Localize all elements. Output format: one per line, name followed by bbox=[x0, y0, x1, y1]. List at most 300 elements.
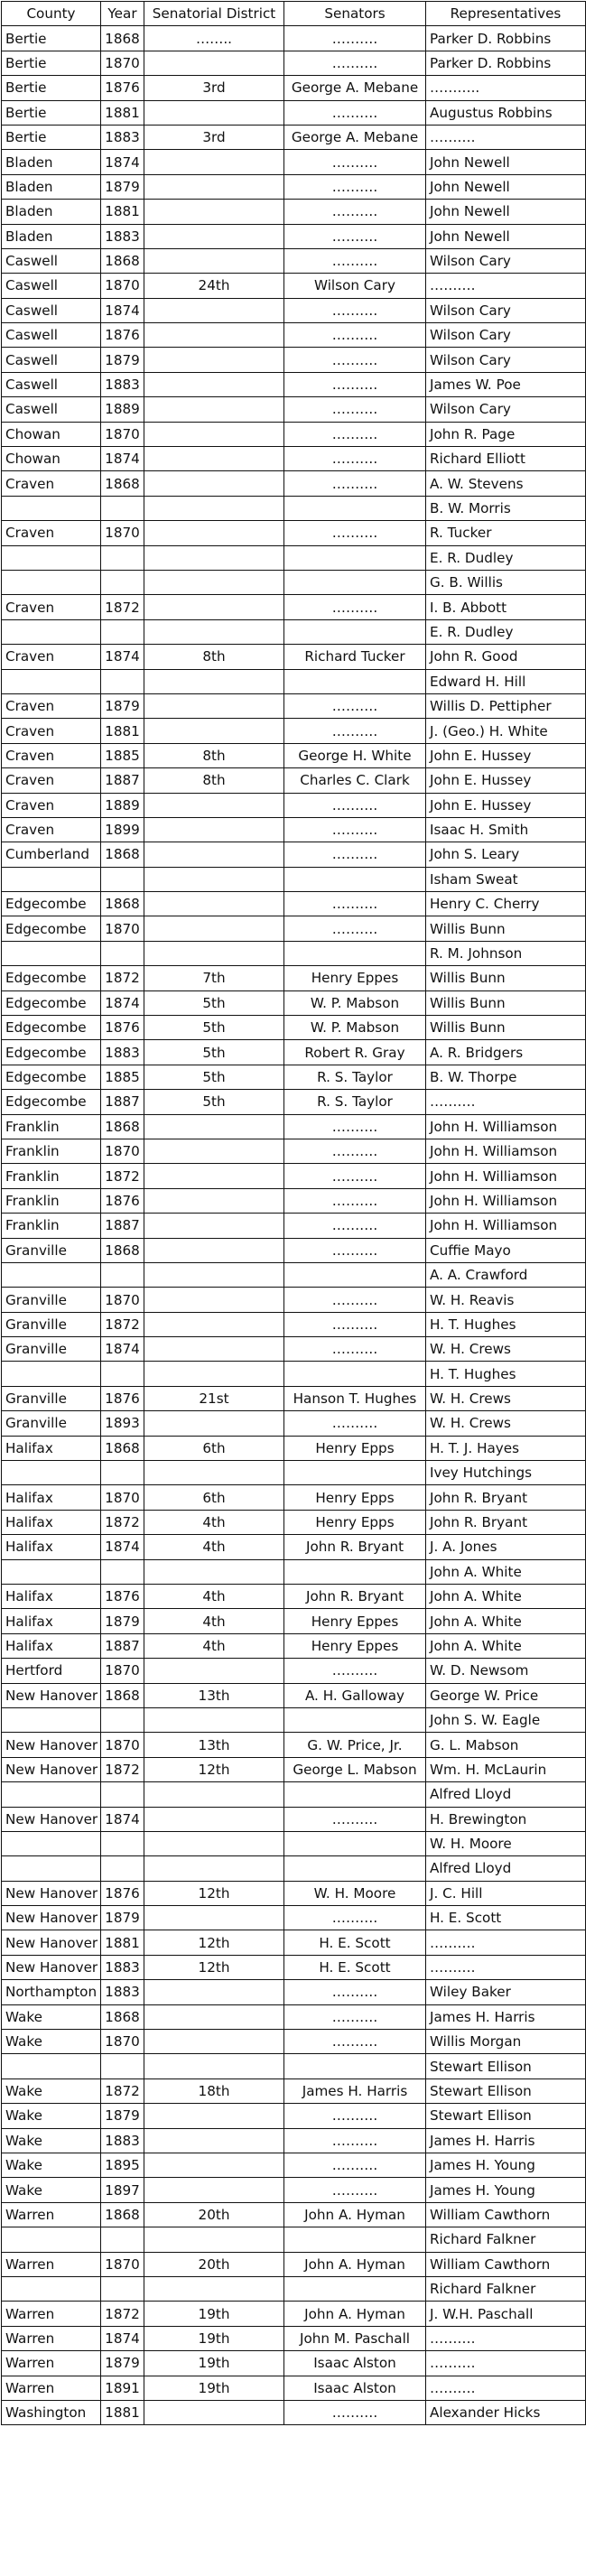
year-cell: 1870 bbox=[101, 1659, 144, 1683]
district-cell bbox=[144, 867, 284, 891]
senator-cell: Isaac Alston bbox=[284, 2351, 426, 2376]
representative-cell: E. R. Dudley bbox=[426, 545, 586, 570]
table-row bbox=[2, 348, 586, 372]
representative-cell: John R. Bryant bbox=[426, 1510, 586, 1534]
year-cell: 1885 bbox=[101, 1065, 144, 1089]
county-cell: Edgecombe bbox=[2, 966, 101, 990]
senator-cell: ………. bbox=[284, 26, 426, 51]
senator-cell: ………. bbox=[284, 51, 426, 75]
table-row bbox=[2, 274, 586, 298]
table-row bbox=[2, 224, 586, 248]
senator-cell: ………. bbox=[284, 1164, 426, 1188]
district-cell bbox=[144, 1782, 284, 1807]
county-cell: Granville bbox=[2, 1312, 101, 1336]
county-cell: Halifax bbox=[2, 1485, 101, 1510]
table-row bbox=[2, 1955, 586, 1979]
representative-cell: Wilson Cary bbox=[426, 323, 586, 348]
representative-cell: Wm. H. McLaurin bbox=[426, 1757, 586, 1781]
year-cell: 1887 bbox=[101, 1090, 144, 1114]
year-cell: 1881 bbox=[101, 100, 144, 125]
representative-cell: John Newell bbox=[426, 150, 586, 174]
district-cell bbox=[144, 619, 284, 644]
table-row bbox=[2, 200, 586, 224]
table-row bbox=[2, 372, 586, 396]
county-cell: Warren bbox=[2, 2376, 101, 2400]
table-row bbox=[2, 768, 586, 793]
representative-cell: J. W.H. Paschall bbox=[426, 2302, 586, 2326]
year-cell bbox=[101, 1831, 144, 1855]
senator-cell: Henry Eppes bbox=[284, 1633, 426, 1658]
county-cell: Bertie bbox=[2, 26, 101, 51]
representative-cell: H. T. Hughes bbox=[426, 1312, 586, 1336]
district-cell: 19th bbox=[144, 2302, 284, 2326]
table-row bbox=[2, 1214, 586, 1238]
senator-cell: ………. bbox=[284, 150, 426, 174]
representative-cell: Henry C. Cherry bbox=[426, 892, 586, 916]
representative-cell: G. B. Willis bbox=[426, 570, 586, 594]
table-row bbox=[2, 1188, 586, 1213]
county-cell: Wake bbox=[2, 2104, 101, 2128]
table-row bbox=[2, 1585, 586, 1609]
district-cell: 12th bbox=[144, 1930, 284, 1955]
table-row bbox=[2, 1262, 586, 1287]
table-row bbox=[2, 2351, 586, 2376]
table-row bbox=[2, 1757, 586, 1781]
county-cell: Northampton bbox=[2, 1980, 101, 2004]
county-cell: Caswell bbox=[2, 248, 101, 273]
county-cell: Wake bbox=[2, 2030, 101, 2054]
senator-cell bbox=[284, 1559, 426, 1584]
senator-cell bbox=[284, 570, 426, 594]
county-cell: Bertie bbox=[2, 100, 101, 125]
table-row bbox=[2, 1559, 586, 1584]
county-cell: Craven bbox=[2, 768, 101, 793]
year-cell: 1883 bbox=[101, 125, 144, 149]
year-cell: 1874 bbox=[101, 447, 144, 471]
table-row bbox=[2, 1461, 586, 1485]
representative-cell: Stewart Ellison bbox=[426, 2078, 586, 2103]
district-cell: 4th bbox=[144, 1633, 284, 1658]
senator-cell bbox=[284, 1461, 426, 1485]
district-cell bbox=[144, 447, 284, 471]
district-cell bbox=[144, 372, 284, 396]
county-cell: Granville bbox=[2, 1238, 101, 1262]
table-row bbox=[2, 2276, 586, 2301]
county-cell: Wake bbox=[2, 2078, 101, 2103]
district-cell bbox=[144, 521, 284, 545]
table-row bbox=[2, 2078, 586, 2103]
representative-cell: ……….. bbox=[426, 76, 586, 100]
representative-cell: John H. Williamson bbox=[426, 1114, 586, 1139]
senator-cell: A. H. Galloway bbox=[284, 1683, 426, 1707]
representative-cell: Wilson Cary bbox=[426, 298, 586, 322]
table-row bbox=[2, 1707, 586, 1732]
county-cell: Franklin bbox=[2, 1188, 101, 1213]
table-row bbox=[2, 1288, 586, 1312]
county-cell: Craven bbox=[2, 521, 101, 545]
county-cell: Wake bbox=[2, 2128, 101, 2153]
district-cell bbox=[144, 496, 284, 520]
senator-cell: Richard Tucker bbox=[284, 645, 426, 669]
senator-cell: Isaac Alston bbox=[284, 2376, 426, 2400]
representative-cell: John E. Hussey bbox=[426, 768, 586, 793]
year-cell: 1870 bbox=[101, 2030, 144, 2054]
year-cell: 1879 bbox=[101, 693, 144, 718]
year-cell: 1881 bbox=[101, 1930, 144, 1955]
county-cell: Halifax bbox=[2, 1535, 101, 1559]
representative-cell: James H. Harris bbox=[426, 2004, 586, 2029]
representative-cell: Alfred Lloyd bbox=[426, 1856, 586, 1881]
representative-cell: John S. W. Eagle bbox=[426, 1707, 586, 1732]
representative-cell: W. H. Crews bbox=[426, 1411, 586, 1436]
senator-cell: ………. bbox=[284, 1411, 426, 1436]
county-cell: Cumberland bbox=[2, 842, 101, 867]
senator-cell: R. S. Taylor bbox=[284, 1065, 426, 1089]
senator-cell bbox=[284, 496, 426, 520]
representative-cell: ………. bbox=[426, 1930, 586, 1955]
year-cell: 1889 bbox=[101, 397, 144, 422]
county-cell bbox=[2, 1856, 101, 1881]
table-row bbox=[2, 174, 586, 199]
table-row bbox=[2, 941, 586, 965]
district-cell: 13th bbox=[144, 1733, 284, 1757]
year-cell: 1868 bbox=[101, 842, 144, 867]
year-cell: 1893 bbox=[101, 1411, 144, 1436]
representative-cell: ………. bbox=[426, 125, 586, 149]
district-cell bbox=[144, 1659, 284, 1683]
table-row bbox=[2, 1485, 586, 1510]
year-cell: 1889 bbox=[101, 793, 144, 817]
county-cell bbox=[2, 545, 101, 570]
representative-cell: Richard Falkner bbox=[426, 2276, 586, 2301]
representative-cell: ………. bbox=[426, 2376, 586, 2400]
representative-cell: Parker D. Robbins bbox=[426, 26, 586, 51]
table-row bbox=[2, 1856, 586, 1881]
senator-cell: Henry Epps bbox=[284, 1485, 426, 1510]
year-cell: 1879 bbox=[101, 348, 144, 372]
district-cell bbox=[144, 1288, 284, 1312]
county-cell: Craven bbox=[2, 793, 101, 817]
year-cell bbox=[101, 867, 144, 891]
county-cell bbox=[2, 669, 101, 693]
district-cell bbox=[144, 1831, 284, 1855]
representative-cell: John H. Williamson bbox=[426, 1214, 586, 1238]
county-cell bbox=[2, 1559, 101, 1584]
representative-cell: William Cawthorn bbox=[426, 2252, 586, 2276]
district-cell: 5th bbox=[144, 1090, 284, 1114]
county-cell: New Hanover bbox=[2, 1807, 101, 1831]
year-cell bbox=[101, 1782, 144, 1807]
representative-cell: H. Brewington bbox=[426, 1807, 586, 1831]
county-cell: Granville bbox=[2, 1411, 101, 1436]
county-cell bbox=[2, 1362, 101, 1386]
senator-cell: ………. bbox=[284, 348, 426, 372]
year-cell: 1874 bbox=[101, 298, 144, 322]
senator-cell: James H. Harris bbox=[284, 2078, 426, 2103]
table-row bbox=[2, 916, 586, 941]
senator-cell: Henry Epps bbox=[284, 1510, 426, 1534]
district-cell: 12th bbox=[144, 1881, 284, 1905]
county-cell bbox=[2, 1707, 101, 1732]
county-cell bbox=[2, 2054, 101, 2078]
district-cell bbox=[144, 1164, 284, 1188]
county-cell: Bladen bbox=[2, 224, 101, 248]
county-cell: Bladen bbox=[2, 200, 101, 224]
district-cell bbox=[144, 595, 284, 619]
district-cell bbox=[144, 1262, 284, 1287]
district-cell bbox=[144, 1411, 284, 1436]
senator-cell: ………. bbox=[284, 1906, 426, 1930]
table-row bbox=[2, 2376, 586, 2400]
representative-cell: A. A. Crawford bbox=[426, 1262, 586, 1287]
district-cell: 13th bbox=[144, 1683, 284, 1707]
year-cell: 1883 bbox=[101, 1980, 144, 2004]
table-row bbox=[2, 1436, 586, 1460]
representative-cell: Isham Sweat bbox=[426, 867, 586, 891]
table-row bbox=[2, 1831, 586, 1855]
year-cell: 1870 bbox=[101, 916, 144, 941]
representative-cell: Wilson Cary bbox=[426, 348, 586, 372]
district-cell bbox=[144, 2276, 284, 2301]
senator-cell: ………. bbox=[284, 1288, 426, 1312]
table-row bbox=[2, 619, 586, 644]
table-row bbox=[2, 1906, 586, 1930]
year-cell: 1879 bbox=[101, 1906, 144, 1930]
county-cell: Halifax bbox=[2, 1436, 101, 1460]
county-cell: Halifax bbox=[2, 1585, 101, 1609]
representative-cell: John A. White bbox=[426, 1609, 586, 1633]
county-cell: Warren bbox=[2, 2326, 101, 2350]
representative-cell: Ivey Hutchings bbox=[426, 1461, 586, 1485]
district-cell: 5th bbox=[144, 1065, 284, 1089]
district-cell bbox=[144, 1856, 284, 1881]
year-cell: 1870 bbox=[101, 1733, 144, 1757]
senator-cell: ………. bbox=[284, 693, 426, 718]
representative-cell: John H. Williamson bbox=[426, 1188, 586, 1213]
senator-cell: H. E. Scott bbox=[284, 1930, 426, 1955]
representative-cell: George W. Price bbox=[426, 1683, 586, 1707]
senator-cell bbox=[284, 619, 426, 644]
district-cell: 24th bbox=[144, 274, 284, 298]
county-cell: Edgecombe bbox=[2, 1065, 101, 1089]
representative-cell: H. T. J. Hayes bbox=[426, 1436, 586, 1460]
senator-cell bbox=[284, 941, 426, 965]
representative-cell: Isaac H. Smith bbox=[426, 817, 586, 842]
year-cell: 1874 bbox=[101, 1535, 144, 1559]
county-cell: Edgecombe bbox=[2, 916, 101, 941]
representative-cell: E. R. Dudley bbox=[426, 619, 586, 644]
table-row bbox=[2, 1090, 586, 1114]
year-cell: 1879 bbox=[101, 2104, 144, 2128]
district-cell bbox=[144, 892, 284, 916]
senator-cell bbox=[284, 2276, 426, 2301]
representative-cell: J. C. Hill bbox=[426, 1881, 586, 1905]
table-row bbox=[2, 1881, 586, 1905]
district-cell bbox=[144, 1707, 284, 1732]
senator-cell: Henry Eppes bbox=[284, 966, 426, 990]
senator-cell: John R. Bryant bbox=[284, 1535, 426, 1559]
district-cell: 19th bbox=[144, 2326, 284, 2350]
senator-cell bbox=[284, 2227, 426, 2252]
table-row bbox=[2, 2128, 586, 2153]
table-row bbox=[2, 1980, 586, 2004]
year-cell bbox=[101, 1362, 144, 1386]
year-cell bbox=[101, 570, 144, 594]
representative-cell: John H. Williamson bbox=[426, 1139, 586, 1163]
district-cell bbox=[144, 200, 284, 224]
table-row bbox=[2, 2054, 586, 2078]
senator-cell: John A. Hyman bbox=[284, 2252, 426, 2276]
senator-cell: ………. bbox=[284, 2400, 426, 2424]
representative-cell: Willis D. Pettipher bbox=[426, 693, 586, 718]
district-cell bbox=[144, 941, 284, 965]
table-row bbox=[2, 1782, 586, 1807]
table-row bbox=[2, 1065, 586, 1089]
year-cell: 1870 bbox=[101, 1288, 144, 1312]
year-cell: 1872 bbox=[101, 595, 144, 619]
district-cell bbox=[144, 1114, 284, 1139]
table-row bbox=[2, 1362, 586, 1386]
table-row bbox=[2, 693, 586, 718]
district-cell bbox=[144, 323, 284, 348]
table-row bbox=[2, 1411, 586, 1436]
district-cell bbox=[144, 2400, 284, 2424]
representative-cell: Stewart Ellison bbox=[426, 2104, 586, 2128]
table-row bbox=[2, 1386, 586, 1410]
senator-cell: ………. bbox=[284, 916, 426, 941]
year-cell: 1883 bbox=[101, 2128, 144, 2153]
district-cell: 5th bbox=[144, 1040, 284, 1065]
year-cell bbox=[101, 2054, 144, 2078]
district-cell bbox=[144, 817, 284, 842]
district-cell: 7th bbox=[144, 966, 284, 990]
senator-cell: George H. White bbox=[284, 743, 426, 767]
senator-cell: ………. bbox=[284, 2128, 426, 2153]
county-cell: Craven bbox=[2, 719, 101, 743]
county-cell: New Hanover bbox=[2, 1881, 101, 1905]
senator-cell: ………. bbox=[284, 1214, 426, 1238]
senator-cell: John R. Bryant bbox=[284, 1585, 426, 1609]
table-row bbox=[2, 793, 586, 817]
table-row bbox=[2, 595, 586, 619]
table-row bbox=[2, 1238, 586, 1262]
representative-cell: John A. White bbox=[426, 1585, 586, 1609]
year-cell: 1870 bbox=[101, 1139, 144, 1163]
year-cell: 1883 bbox=[101, 224, 144, 248]
table-row bbox=[2, 26, 586, 51]
representative-cell: Wilson Cary bbox=[426, 397, 586, 422]
county-cell: Franklin bbox=[2, 1214, 101, 1238]
county-cell: Wake bbox=[2, 2004, 101, 2029]
representative-cell: James H. Young bbox=[426, 2153, 586, 2177]
senator-cell: Henry Epps bbox=[284, 1436, 426, 1460]
district-cell bbox=[144, 669, 284, 693]
representative-cell: ………. bbox=[426, 2326, 586, 2350]
table-row bbox=[2, 2252, 586, 2276]
district-cell bbox=[144, 422, 284, 446]
county-cell: Wake bbox=[2, 2178, 101, 2202]
county-cell: New Hanover bbox=[2, 1955, 101, 1979]
table-row bbox=[2, 2178, 586, 2202]
county-cell: Granville bbox=[2, 1288, 101, 1312]
table-row bbox=[2, 1535, 586, 1559]
year-cell: 1870 bbox=[101, 1485, 144, 1510]
district-cell bbox=[144, 51, 284, 75]
senator-cell: ………. bbox=[284, 1312, 426, 1336]
senator-cell: ………. bbox=[284, 248, 426, 273]
county-cell: Caswell bbox=[2, 323, 101, 348]
county-cell: Edgecombe bbox=[2, 990, 101, 1015]
senator-cell: ………. bbox=[284, 323, 426, 348]
representative-cell: ………. bbox=[426, 1955, 586, 1979]
year-cell: 1872 bbox=[101, 966, 144, 990]
senator-cell: ………. bbox=[284, 2104, 426, 2128]
year-cell: 1872 bbox=[101, 2302, 144, 2326]
representative-cell: William Cawthorn bbox=[426, 2202, 586, 2227]
representative-cell: W. D. Newsom bbox=[426, 1659, 586, 1683]
year-cell: 1870 bbox=[101, 2252, 144, 2276]
representative-cell: John R. Good bbox=[426, 645, 586, 669]
district-cell: 21st bbox=[144, 1386, 284, 1410]
representative-cell: Augustus Robbins bbox=[426, 100, 586, 125]
senator-cell bbox=[284, 545, 426, 570]
county-cell bbox=[2, 1782, 101, 1807]
county-cell: Franklin bbox=[2, 1139, 101, 1163]
senator-cell bbox=[284, 2054, 426, 2078]
senator-cell: G. W. Price, Jr. bbox=[284, 1733, 426, 1757]
representative-cell: G. L. Mabson bbox=[426, 1733, 586, 1757]
district-cell bbox=[144, 100, 284, 125]
year-cell: 1874 bbox=[101, 2326, 144, 2350]
year-cell: 1868 bbox=[101, 2004, 144, 2029]
district-cell: 5th bbox=[144, 990, 284, 1015]
district-cell bbox=[144, 916, 284, 941]
county-cell: Caswell bbox=[2, 397, 101, 422]
county-cell: Warren bbox=[2, 2202, 101, 2227]
county-cell: Craven bbox=[2, 693, 101, 718]
county-cell bbox=[2, 1262, 101, 1287]
representative-cell: Alexander Hicks bbox=[426, 2400, 586, 2424]
year-cell: 1868 bbox=[101, 248, 144, 273]
county-cell: Caswell bbox=[2, 348, 101, 372]
senator-cell: ………. bbox=[284, 1807, 426, 1831]
district-cell: 20th bbox=[144, 2202, 284, 2227]
table-row bbox=[2, 150, 586, 174]
county-cell: New Hanover bbox=[2, 1757, 101, 1781]
county-cell: Craven bbox=[2, 595, 101, 619]
county-cell: New Hanover bbox=[2, 1733, 101, 1757]
representative-cell: Willis Bunn bbox=[426, 966, 586, 990]
senator-cell: John A. Hyman bbox=[284, 2302, 426, 2326]
county-cell: Franklin bbox=[2, 1164, 101, 1188]
year-cell bbox=[101, 1856, 144, 1881]
table-row bbox=[2, 867, 586, 891]
district-cell bbox=[144, 693, 284, 718]
representative-cell: W. H. Crews bbox=[426, 1386, 586, 1410]
year-cell bbox=[101, 2276, 144, 2301]
county-cell: New Hanover bbox=[2, 1683, 101, 1707]
year-cell bbox=[101, 669, 144, 693]
year-cell bbox=[101, 1707, 144, 1732]
district-cell bbox=[144, 1559, 284, 1584]
senator-cell bbox=[284, 1782, 426, 1807]
representative-cell: Stewart Ellison bbox=[426, 2054, 586, 2078]
table-row bbox=[2, 2326, 586, 2350]
representative-cell: J. (Geo.) H. White bbox=[426, 719, 586, 743]
senator-cell: ………. bbox=[284, 719, 426, 743]
district-cell bbox=[144, 1807, 284, 1831]
year-cell: 1868 bbox=[101, 2202, 144, 2227]
